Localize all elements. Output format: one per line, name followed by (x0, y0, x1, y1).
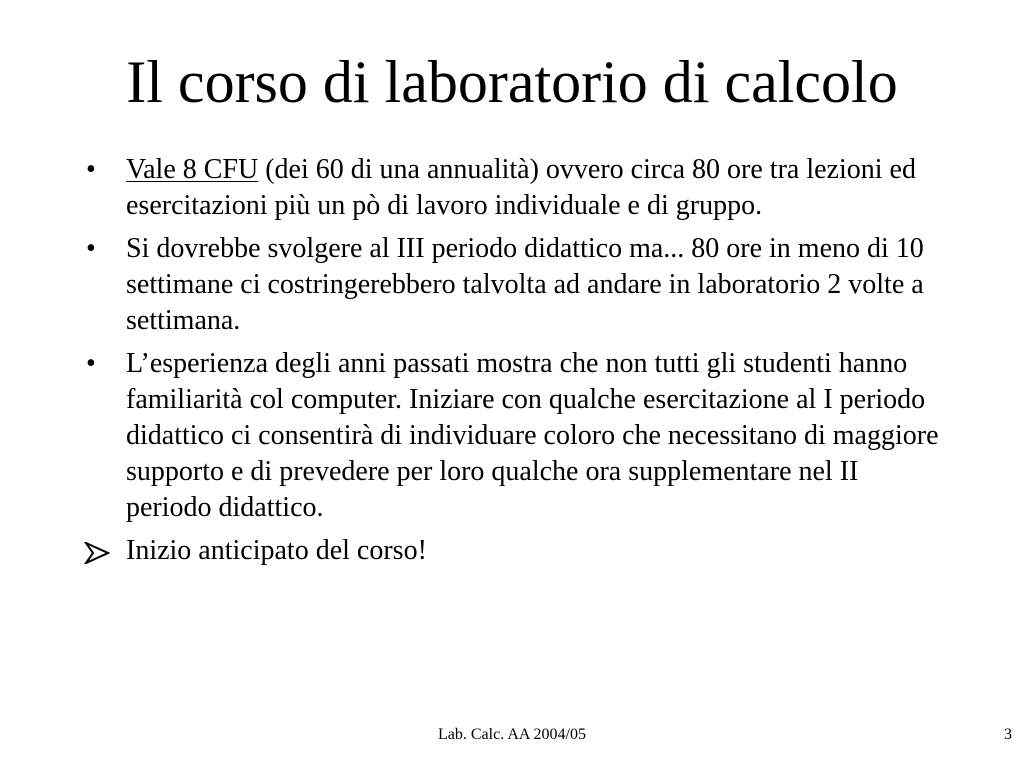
bullet-dot-icon: • (86, 154, 96, 185)
slide-footer: Lab. Calc. AA 2004/05 (438, 726, 586, 743)
bullet-underlined-text: Vale 8 CFU (126, 154, 259, 185)
bullet-item (84, 152, 944, 224)
page-number: 3 (1004, 726, 1012, 743)
arrowhead-icon (84, 542, 110, 564)
bullet-dot-icon: • (86, 233, 96, 264)
bullet-text: (dei 60 di una annualità) ovvero circa 80 ore tra lezioni ed esercitazioni più un pò di lavoro individuale e di gruppo. (126, 154, 916, 221)
bullet-text: Inizio anticipato del corso! (126, 535, 427, 566)
bullet-list (84, 152, 944, 576)
bullet-dot-icon: • (86, 348, 96, 379)
slide-title: Il corso di laboratorio di calcolo (126, 49, 898, 115)
bullet-item (84, 231, 944, 339)
bullet-item (84, 533, 944, 569)
bullet-text: Si dovrebbe svolgere al III periodo didattico ma... 80 ore in meno di 10 settimane ci costringerebbero talvolta ad andare in laboratorio 2 volte a settimana. (126, 233, 924, 336)
bullet-item (84, 346, 944, 526)
bullet-text: L’esperienza degli anni passati mostra che non tutti gli studenti hanno familiarità col computer. Iniziare con qualche esercitazione al I periodo didattico ci consentirà di individuare coloro che necessitano di maggiore supporto e di prevedere per loro qualche ora supplementare nel II periodo didattico. (126, 348, 939, 523)
